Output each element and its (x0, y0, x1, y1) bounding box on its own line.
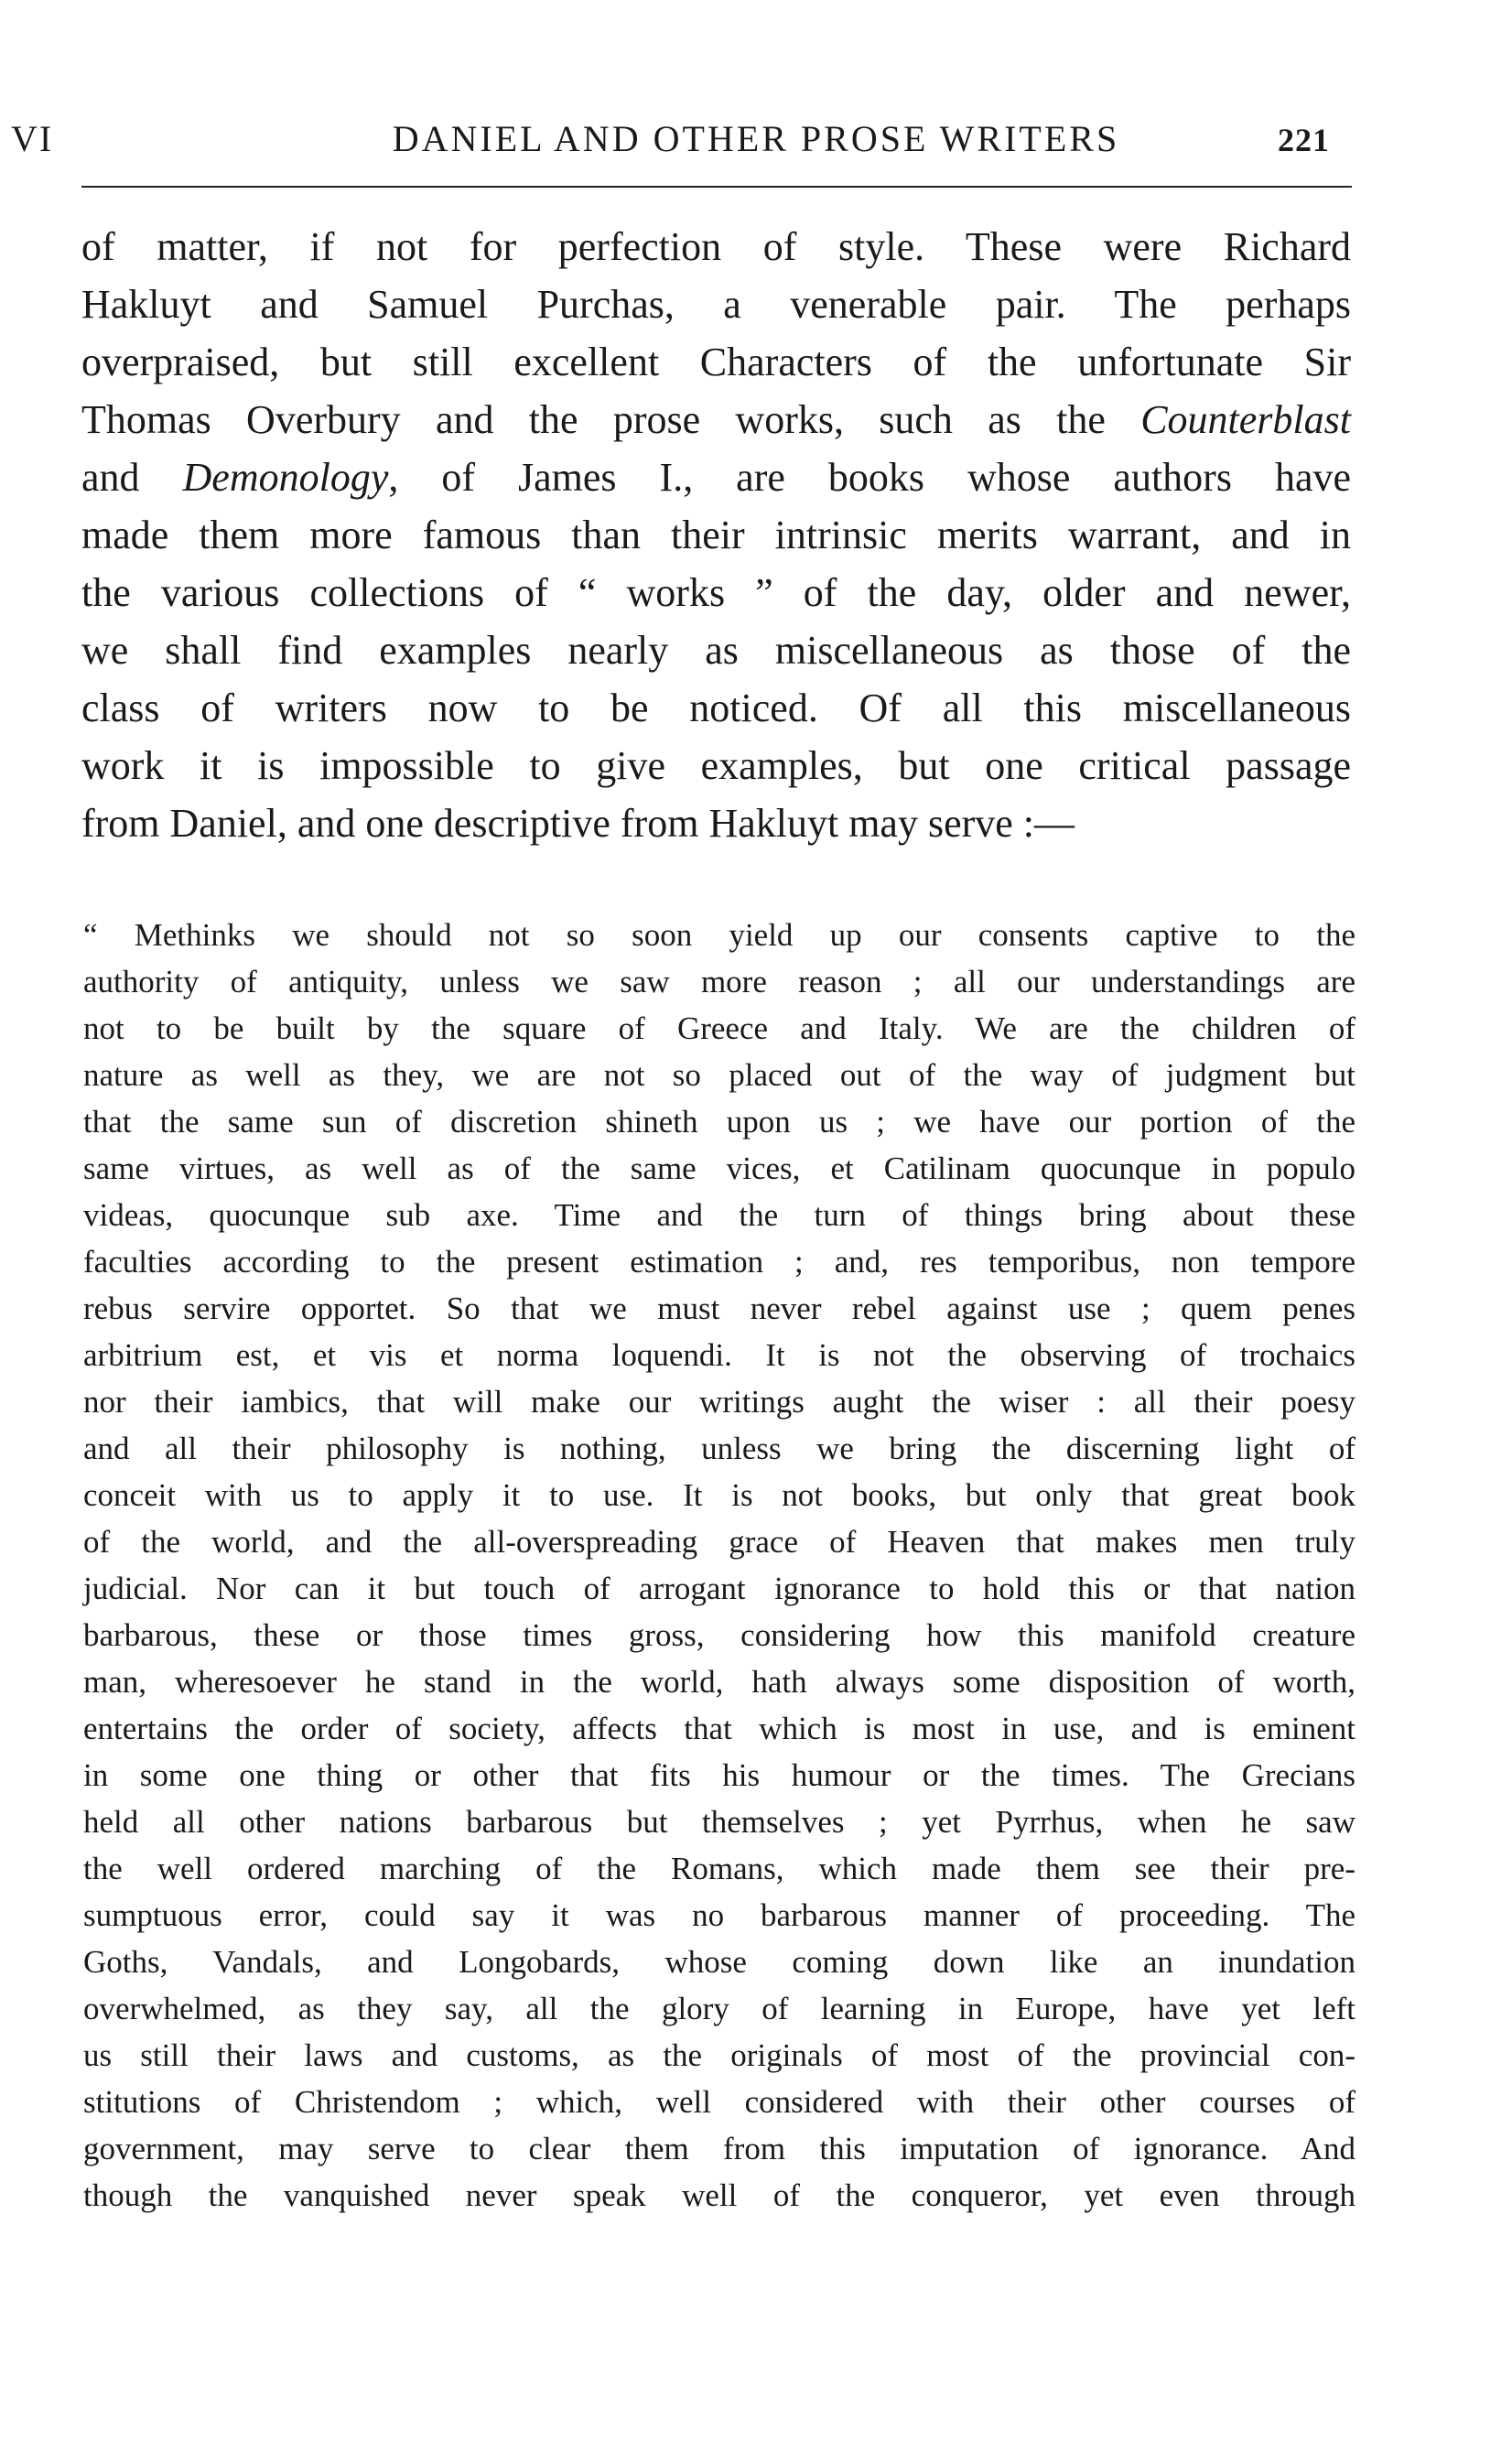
body-line: made them more famous than their intrinsic merits warrant, and in (81, 513, 1351, 557)
quote-line: the well ordered marching of the Romans, which made them see their pre- (83, 1851, 1355, 1886)
quote-line: barbarous, these or those times gross, considering how this manifold creature (83, 1617, 1355, 1653)
quote-line: entertains the order of society, affects that which is most in use, and is eminent (83, 1711, 1355, 1746)
quote-line: “ Methinks we should not so soon yield up our consents captive to the (83, 917, 1355, 953)
text-segment: Thomas Overbury and the prose works, such as the (81, 397, 1141, 442)
quote-line: stitutions of Christendom ; which, well considered with their other courses of (83, 2084, 1355, 2120)
quote-line: nature as well as they, we are not so placed out of the way of judgment but (83, 1057, 1355, 1093)
body-line: overpraised, but still excellent Characters of the unfortunate Sir (81, 340, 1351, 384)
body-line: of matter, if not for perfection of style. These were Richard (81, 224, 1351, 269)
quote-line: sumptuous error, could say it was no barbarous manner of proceeding. The (83, 1897, 1355, 1933)
body-line: work it is impossible to give examples, but one critical passage (81, 743, 1351, 788)
quote-line: judicial. Nor can it but touch of arrogant ignorance to hold this or that nation (83, 1571, 1355, 1606)
quote-line: nor their iambics, that will make our writings aught the wiser : all their poesy (83, 1384, 1355, 1420)
text-segment: , of James I., are books whose authors have (388, 455, 1352, 500)
quote-line: overwhelmed, as they say, all the glory of learning in Europe, have yet left (83, 1991, 1355, 2026)
quote-line: faculties according to the present estimation ; and, res temporibus, non tempore (83, 1244, 1355, 1280)
quote-line: not to be built by the square of Greece and Italy. We are the children of (83, 1010, 1355, 1046)
body-line: from Daniel, and one descriptive from Hakluyt may serve :— (81, 801, 1075, 846)
quote-line: us still their laws and customs, as the originals of most of the provincial con- (83, 2037, 1355, 2073)
chapter-number: VI (11, 118, 54, 159)
body-line: Hakluyt and Samuel Purchas, a venerable pair. The perhaps (81, 282, 1351, 327)
body-line: the various collections of “ works ” of the day, older and newer, (81, 570, 1351, 615)
italic-title: Demonology (182, 455, 389, 500)
quote-line: arbitrium est, et vis et norma loquendi. It is not the observing of trochaics (83, 1337, 1355, 1373)
quote-line: same virtues, as well as of the same vices, et Catilinam quocunque in populo (83, 1150, 1355, 1186)
quote-line: though the vanquished never speak well of the conqueror, yet even through (83, 2177, 1355, 2213)
running-header-title: DANIEL AND OTHER PROSE WRITERS (392, 118, 1120, 159)
quote-line: videas, quocunque sub axe. Time and the turn of things bring about these (83, 1197, 1355, 1233)
quote-line: conceit with us to apply it to use. It is not books, but only that great book (83, 1477, 1355, 1513)
quote-line: rebus servire opportet. So that we must never rebel against use ; quem penes (83, 1291, 1355, 1326)
quote-line: Goths, Vandals, and Longobards, whose coming down like an inundation (83, 1944, 1355, 1980)
body-line: class of writers now to be noticed. Of all this miscellaneous (81, 686, 1351, 730)
text-segment: and (81, 455, 183, 500)
body-line (81, 448, 1351, 506)
italic-title: Counterblast (1140, 397, 1351, 442)
quote-line: held all other nations barbarous but themselves ; yet Pyrrhus, when he saw (83, 1804, 1355, 1840)
quote-line: of the world, and the all-overspreading grace of Heaven that makes men truly (83, 1524, 1355, 1560)
quote-line: in some one thing or other that fits his humour or the times. The Grecians (83, 1757, 1355, 1793)
page-number: 221 (1278, 122, 1330, 158)
body-line (81, 391, 1351, 448)
quote-line: and all their philosophy is nothing, unless we bring the discerning light of (83, 1431, 1355, 1466)
quote-line: government, may serve to clear them from this imputation of ignorance. And (83, 2131, 1355, 2166)
quote-line: authority of antiquity, unless we saw more reason ; all our understandings are (83, 964, 1355, 999)
header-rule (81, 186, 1352, 188)
quote-line: man, wheresoever he stand in the world, hath always some disposition of worth, (83, 1664, 1355, 1700)
quote-line: that the same sun of discretion shineth upon us ; we have our portion of the (83, 1104, 1355, 1140)
body-line: we shall find examples nearly as miscellaneous as those of the (81, 628, 1351, 673)
